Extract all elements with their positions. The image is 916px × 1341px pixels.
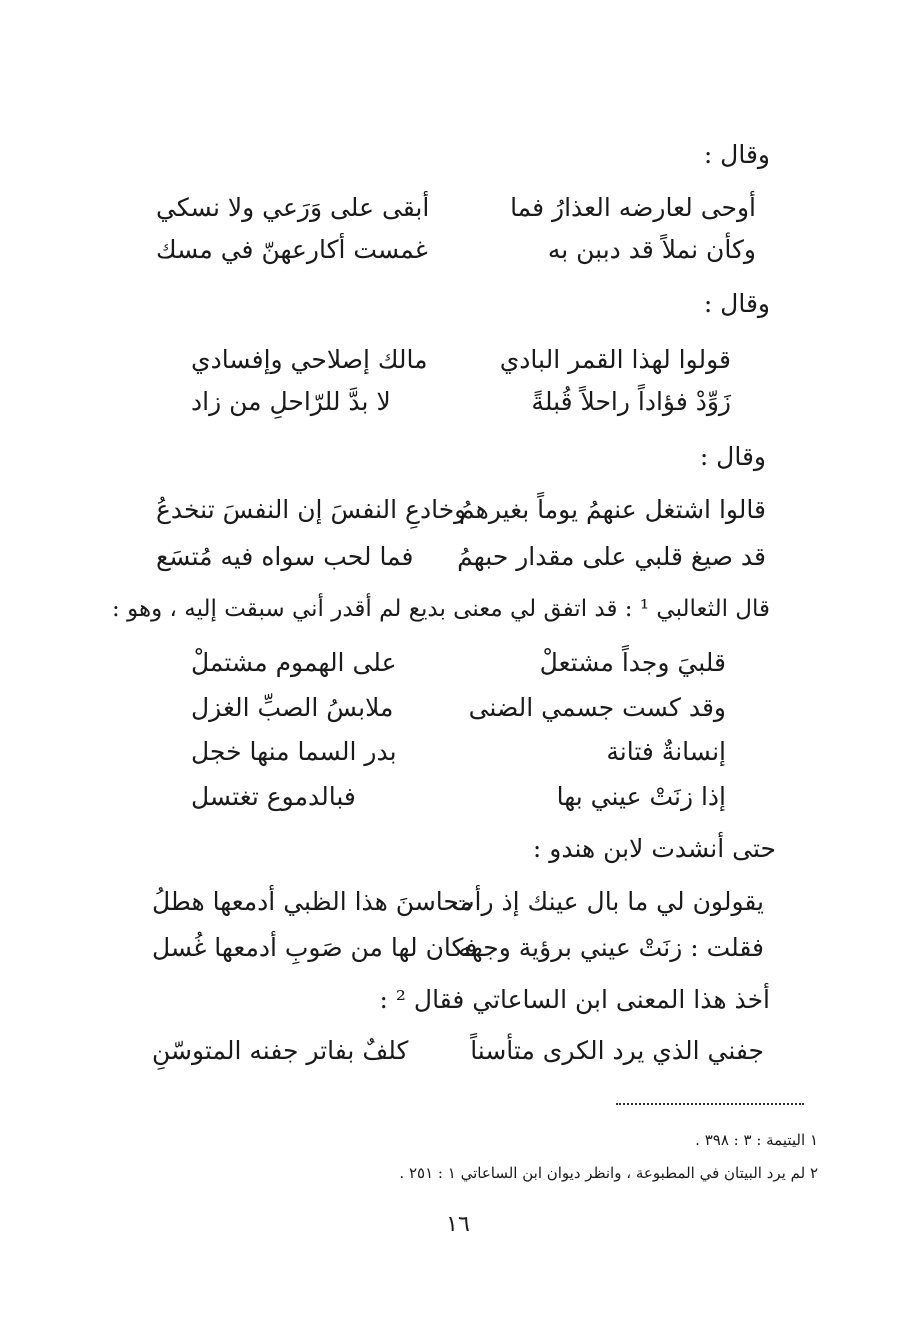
verse-hemistich-first: إذا زنَتْ عيني بها [556, 782, 726, 811]
verse-line [152, 1031, 764, 1071]
verse-line [156, 230, 756, 270]
verse-line [191, 643, 726, 683]
footnote-separator [616, 1103, 804, 1105]
verse-hemistich-second: لا بدَّ للرّاحلِ من زاد [191, 387, 391, 416]
verse-hemistich-first: وكأن نملاً قد دببن به [547, 235, 756, 264]
page-number: ١٦ [446, 1212, 470, 1237]
verse-hemistich-second: وخادعِ النفسَ إن النفسَ تنخدعُ [156, 495, 467, 524]
intro-line: وقال : [703, 289, 770, 318]
verse-hemistich-first: إنسانةٌ فتانة [606, 737, 726, 766]
verse-hemistich-first: يقولون لي ما بال عينك إذ رأت [450, 887, 764, 916]
verse-line [156, 490, 766, 530]
verse-hemistich-second: فما لحب سواه فيه مُتسَع [156, 542, 414, 571]
verse-line [152, 928, 764, 968]
verse-hemistich-first: قد صيغ قلبي على مقدار حبهمُ [457, 542, 766, 571]
footnote: ١ اليتيمة : ٣ : ٣٩٨ . [695, 1131, 818, 1149]
verse-hemistich-second: غمست أكارعهنّ في مسك [156, 235, 428, 264]
verse-hemistich-second: فبالدموع تغتسل [191, 782, 356, 811]
verse-hemistich-first: زَوِّدْ فؤاداً راحلاً قُبلةً [531, 387, 731, 416]
intro-line: وقال : [699, 442, 766, 471]
verse-hemistich-second: محاسنَ هذا الظبي أدمعها هطلُ [152, 887, 473, 916]
verse-hemistich-first: قالوا اشتغل عنهمُ يوماً بغيرهمُ [459, 495, 766, 524]
verse-hemistich-second: على الهموم مشتملْ [191, 648, 397, 677]
verse-hemistich-second: أبقى على وَرَعي ولا نسكي [156, 193, 430, 222]
verse-hemistich-first: فقلت : زنَتْ عيني برؤية وجهه [458, 933, 764, 962]
verse-hemistich-first: وقد كست جسمي الضنى [468, 693, 726, 722]
footnote: ٢ لم يرد البيتان في المطبوعة ، وانظر ديوان ابن الساعاتي ١ : ٢٥١ . [399, 1164, 818, 1182]
verse-hemistich-second: كلفٌ بفاتر جفنه المتوسّنِ [152, 1036, 409, 1065]
intro-line: حتى أنشدت لابن هندو : [532, 834, 776, 863]
verse-hemistich-second: فكان لها من صَوبِ أدمعها غُسل [152, 933, 478, 962]
verse-hemistich-first: أوحى لعارضه العذارُ فما [510, 193, 756, 222]
verse-hemistich-first: قلبيَ وجداً مشتعلْ [539, 648, 726, 677]
verse-line [156, 188, 756, 228]
verse-hemistich-first: قولوا لهذا القمر البادي [499, 345, 731, 374]
verse-hemistich-second: مالك إصلاحي وإفسادي [191, 345, 428, 374]
verse-line [152, 882, 764, 922]
verse-line [191, 688, 726, 728]
verse-line [156, 537, 766, 577]
intro-line: وقال : [703, 140, 770, 169]
verse-line [191, 382, 731, 422]
verse-hemistich-first: جفني الذي يرد الكرى متأسناً [470, 1036, 764, 1065]
verse-hemistich-second: بدر السما منها خجل [191, 737, 397, 766]
intro-line: قال الثعالبي ¹ : قد اتفق لي معنى بديع لم أقدر أني سبقت إليه ، وهو : [112, 596, 770, 622]
verse-line [191, 777, 726, 817]
verse-line [191, 340, 731, 380]
verse-line [191, 732, 726, 772]
intro-line: أخذ هذا المعنى ابن الساعاتي فقال ² : [379, 985, 770, 1014]
verse-hemistich-second: ملابسُ الصبِّ الغزل [191, 693, 394, 722]
